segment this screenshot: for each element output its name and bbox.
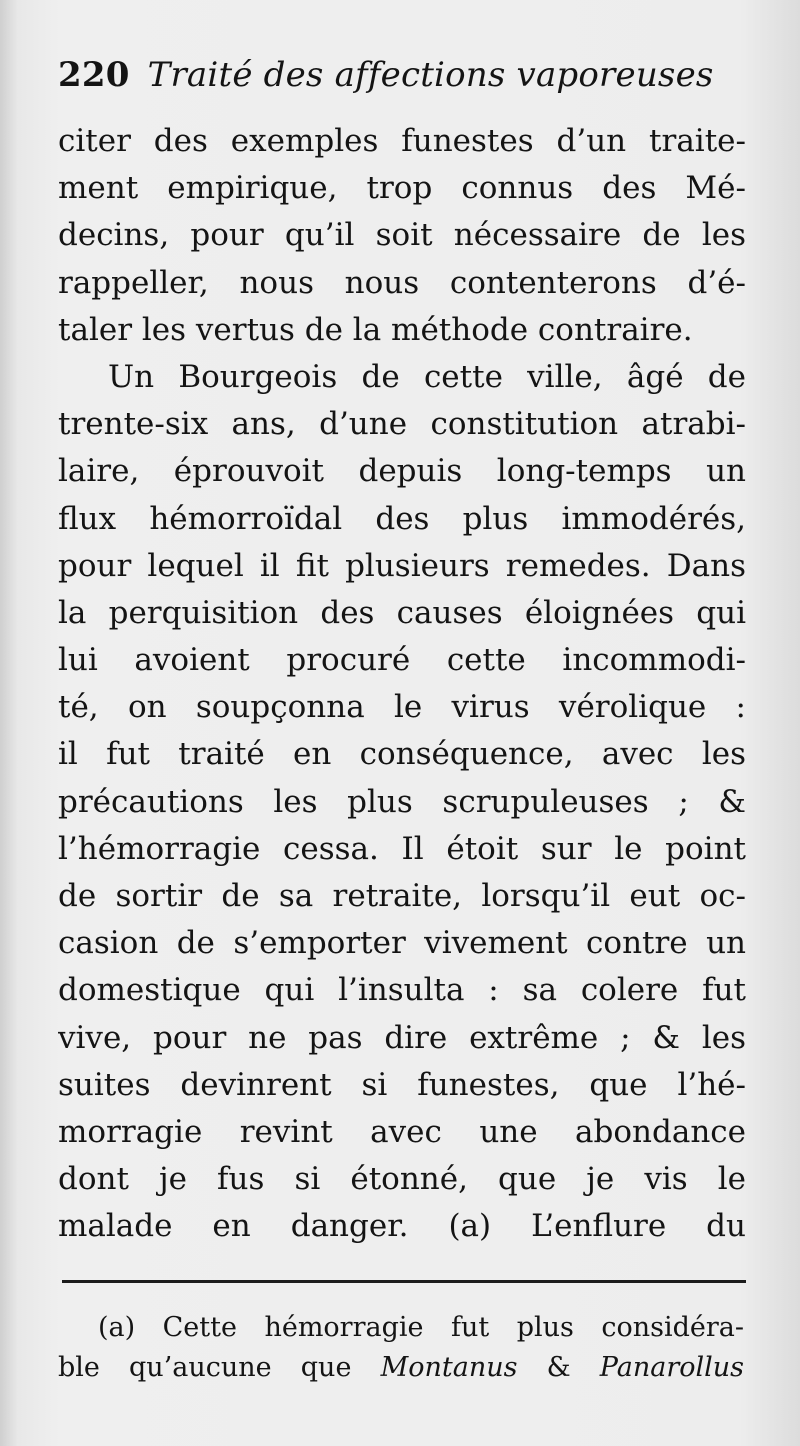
text-line: suites devinrent si funestes, que l’hé- <box>58 1066 746 1103</box>
footnote-line <box>58 1348 744 1388</box>
text-line: vive, pour ne pas dire extrême ; & les <box>58 1019 746 1056</box>
text-line: ment empirique, trop connus des Mé- <box>58 170 746 207</box>
footnote-line: (a) Cette hémorragie fut plus considéra- <box>98 1312 744 1343</box>
footnote-text: ble qu’aucune que <box>58 1352 352 1383</box>
running-title: Traité des affections vaporeuses <box>147 55 714 95</box>
footnote-name-panarollus: Panarollus <box>599 1352 744 1383</box>
page-number: 220 <box>58 55 130 95</box>
text-line: citer des exemples funestes d’un traite- <box>58 123 746 159</box>
text-line: laire, éprouvoit depuis long-temps un <box>58 453 746 490</box>
footnote-rule <box>62 1280 746 1283</box>
text-line: flux hémorroïdal des plus immodérés, <box>58 500 746 537</box>
text-line: lui avoient procuré cette incommodi- <box>58 642 746 679</box>
body-text <box>58 118 746 1251</box>
text-line: casion de s’emporter vivement contre un <box>58 925 746 962</box>
text-line: trente-six ans, d’une constitution atrabi- <box>58 406 746 443</box>
text-line: la perquisition des causes éloignées qui <box>58 594 746 631</box>
paragraph-start-line: Un Bourgeois de cette ville, âgé de <box>108 358 746 395</box>
footnote-name-montanus: Montanus <box>380 1352 518 1383</box>
text-line: rappeller, nous nous contenterons d’é- <box>58 264 746 301</box>
text-line: précautions les plus scrupuleuses ; & <box>58 783 746 820</box>
running-head <box>58 50 748 100</box>
text-line: pour lequel il fit plusieurs remedes. Dans <box>58 547 746 584</box>
text-line: de sortir de sa retraite, lorsqu’il eut oc- <box>58 878 746 914</box>
text-line: té, on soupçonna le virus vérolique : <box>58 689 746 726</box>
footnote-ampersand: & <box>546 1352 571 1383</box>
text-line: taler les vertus de la méthode contraire. <box>58 311 693 348</box>
text-line: l’hémorragie cessa. Il étoit sur le point <box>58 830 746 867</box>
text-line: dont je fus si étonné, que je vis le <box>58 1161 746 1198</box>
footnote <box>58 1308 744 1388</box>
text-line: domestique qui l’insulta : sa colere fut <box>58 972 746 1009</box>
text-line: il fut traité en conséquence, avec les <box>58 736 746 773</box>
text-line: decins, pour qu’il soit nécessaire de les <box>58 217 746 254</box>
text-line: malade en danger. (a) L’enflure du <box>58 1208 746 1245</box>
text-line: morragie revint avec une abondance <box>58 1113 746 1150</box>
